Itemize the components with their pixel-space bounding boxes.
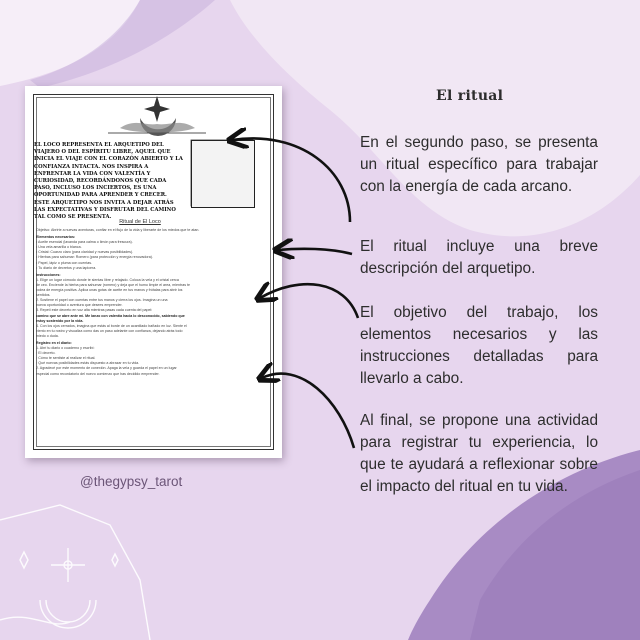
document-instruction-line: estoy sostenido por la vida. — [36, 318, 84, 323]
document-journal-line: 1. Abrí tu diario o cuaderno y escribí: — [36, 346, 95, 351]
document-element-item: • Cristal: Cuarzo claro (para claridad y nuevas posibilidades). — [36, 250, 134, 255]
document-element-item: • Aceite esencial (lavanda para calma o limón para frescura). — [36, 240, 133, 245]
document-intro-text: EL LOCO REPRESENTA EL ARQUETIPO DEL VIAJERO O DEL ESPÍRITU LIBRE, AQUEL QUE INICIA EL VIAJE CON EL CORAZÓN ABIERTO Y LA CONFIANZA INTACTA. NOS INSPIRA A ENFRENTAR LA VIDA CON VALENTÍA Y CURIOSIDAD, RECORDÁNDONOS QUE CADA PASO, INCLUSO LOS INCIERTOS, ES UNA OPORTUNIDAD PARA APRENDER Y CRECER. ESTE ARQUETIPO NOS INVITA A DEJAR ATRÁS LAS EXPECTATIVAS Y DISFRUTAR DEL CAMINO TAL COMO SE PRESENTA. — [34, 142, 183, 221]
document-instruction-line: de ceo. Enciende la hierba para sahumar (romero) y deja que el humo limpie el area, mientras te — [36, 282, 191, 287]
document-objective: Objetivo: Abrirte a nuevas aventuras, confiar en el flujo de la vida y liberarte de los miedos que te atan. — [36, 228, 200, 232]
tarot-card-image — [191, 140, 255, 208]
document-element-item: • Una vela amarilla o blanca. — [36, 245, 82, 250]
document-instruction-line: 4. Con los ojos cerrados, imagina que estás al borde de un acantilado bañado en luz. Siente el — [36, 323, 187, 328]
document-instruction-line: rodea de energía positiva. Aplica unas gotas de aceite en tus manos y frótalas para abrir los — [36, 288, 183, 293]
document-instruction-line: sentidos. — [36, 293, 51, 298]
document-element-item: • Papel, lápiz o pluma con cuentas. — [36, 260, 92, 265]
social-handle: @thegypsy_tarot — [80, 474, 183, 489]
document-instruction-line: camino que se abre ante mí. Me lanzo con valentía hacia lo desconocido, sabiendo que — [36, 313, 185, 318]
document-ritual-title: Ritual de El Loco — [119, 219, 161, 225]
document-instruction-line: 2. Sostiene el papel con cuentas entre tus manos y cierra los ojos. Imagina un una — [36, 298, 168, 303]
document-instruction-line: viento en tu rostro y visualiza como das un paso adelante con confianza, dejando atrás todo — [36, 328, 183, 333]
document-element-item: • Hierbas para sahumar: Romero (para protección y energía renovadora). — [36, 255, 153, 260]
paragraph-activity: Al final, se propone una actividad para registrar tu experiencia, lo que te ayudará a reflexionar sobre el impacto del ritual en tu vida. — [360, 412, 598, 495]
document-instruction-line: 3. Repetí este decreto en voz alta mientras pasas cada cuenta del papel: — [36, 308, 153, 313]
document-journal-line: ◦ Qué nuevas posibilidades estás dispuesto a abrazar en tu vida. — [36, 361, 140, 366]
paragraph-archetype: El ritual incluye una breve descripción del arquetipo. — [360, 238, 598, 277]
paragraph-ritual-intro: En el segundo paso, se presenta un ritual específico para trabajar con la energía de cada arcano. — [360, 134, 598, 195]
document-instruction-line: 1. Elige un lugar cómodo donde te sientas libre y relajado. Coloca la vela y el cristal cerca — [36, 277, 179, 282]
section-heading: El ritual — [436, 88, 504, 104]
document-instruction-line: miedo o duda. — [36, 333, 59, 338]
document-instructions-heading: Instrucciones: — [36, 272, 61, 277]
document-elements-heading: Elementos necesarios: — [36, 235, 76, 240]
document-journal-line: ◦ Cómo te sentiste al realizar el ritual. — [36, 356, 96, 361]
paragraph-objective: El objetivo del trabajo, los elementos necesarios y las instrucciones detalladas para llevarlo a cabo. — [360, 304, 598, 387]
document-journal-line: 2. Agradecé por este momento de conexión. Apaga la vela y guarda el papel en un lugar — [36, 366, 177, 371]
document-element-item: • Tu diario de decretos y una lapicera. — [36, 265, 97, 270]
document-instruction-line: nueva oportunidad o aventura que desees emprender. — [36, 303, 123, 308]
document-body — [36, 228, 241, 377]
document-journal-heading: Registro en el diario: — [36, 340, 72, 345]
document-journal-line: ◦ El decreto. — [36, 351, 56, 356]
document-journal-line: especial como recordatorio del nuevo comienzo que has decidido emprender. — [36, 371, 160, 376]
